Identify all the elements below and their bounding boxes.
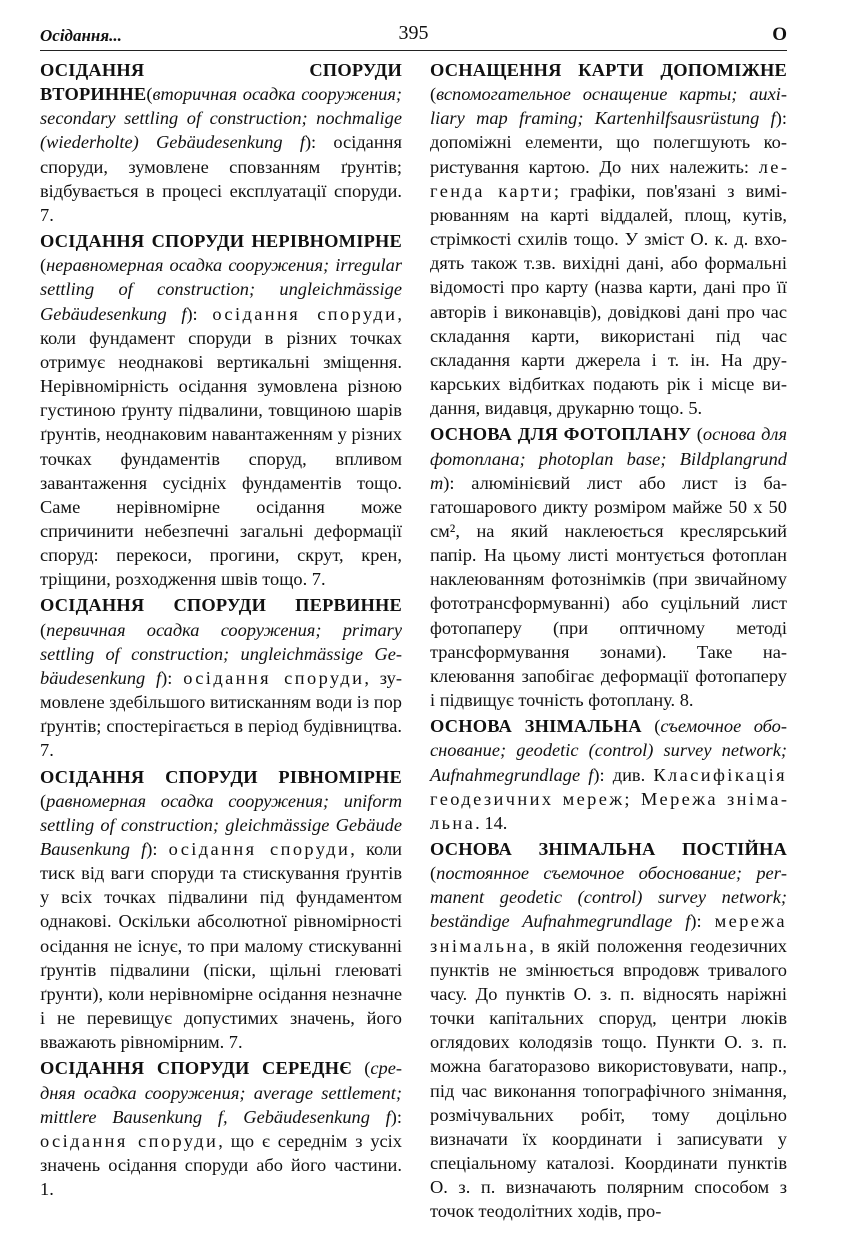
entry-definition: , що є середнім з усіх значень осідання споруди або його частини. 1. [40,1130,402,1200]
entry-translations: основа для фотоплана; photoplan base; Bildplangrund m [430,424,787,493]
entry-term: ОСІДАННЯ СПОРУДИ РІВНОМІРНЕ [40,766,402,787]
entry-definition: осідання споруди, зумовлене сповзанням ґрунтів; відбувається в процесі експлуатації споруди. 7. [40,132,402,225]
dictionary-entry [430,837,787,1224]
entry-punct: ( [40,619,47,640]
dictionary-entry [40,58,402,227]
entry-definition: алюмінієвий лист або лист із багатошарового дикту розміром майже 50 x 50 см², на який наклеюється креслярський папір. На цьому листі монтується фотоплан наклеюванням фотознімків (при звичайному фототрансформуванні) або суцільний лист фотопаперу (при оптичному методі трансформування зонами). Таке наклеювання запобігає деформації фотопаперу і підвищує точність фотоплану. 8. [430,472,787,711]
entry-translations: съемочное обоснование; geodetic (control) survey network; Aufnahmegrundlage f [430,716,787,785]
entry-translations: равномерная осадка сооружения; uniform settling of construction; gleichmässige Gebäude Bausenkung f [40,790,402,859]
entry-punct: ): [775,108,787,129]
cross-reference: осідання споруди [212,303,398,324]
entry-definition: ; графіки, пов'язані з вимірюванням на карті віддалей, площ, кутів, стрімкості схилів тощо. У зміст О. к. д. входять також т.зв. вихідні дані, або формальні відомості про карту (назва карти, дані про її авторів і виконавців), довідкові дані про час складання карти, використані під час складання карти джерела і т. ін. На друкарських відбитках подають рік і місце видання, видавця, друкарню тощо. 5. [430,180,787,419]
cross-reference: легенда карти [430,156,787,201]
entry-definition: . 14. [475,812,508,833]
entry-punct: ( [641,716,661,737]
dictionary-entry [430,714,787,835]
entry-translations: вторичная осадка сооружения; secondary settling of construction; nochmalige (wiederholte) Gebäudesenkung f [40,84,402,153]
entry-punct: ( [691,424,703,445]
entry-punct: ( [351,1058,371,1079]
entry-punct: ): [390,1106,402,1127]
dictionary-entry [40,765,402,1055]
right-column [430,58,787,1226]
entry-term: ОСНОВА ДЛЯ ФОТОПЛАНУ [430,424,692,445]
dictionary-entry [40,1056,402,1201]
entry-translations: неравномерная осадка сооружения; irregular settling of construction; ungleichmässige Gebäudesenkung f [40,255,402,324]
entry-term: ОСІДАННЯ СПОРУДИ СЕРЕДНЄ [40,1058,352,1079]
section-letter: О [772,24,787,45]
entry-punct: ): [593,764,613,785]
entry-punct: ( [430,863,437,884]
entry-definition: , зумовлене здебільшого витисканням води із пор ґрунтів; спостерігається в період будівництва. 7. [40,667,402,761]
cross-reference: осідання споруди [183,667,365,688]
entry-definition: , коли тиск від ваги споруди та стискування ґрунтів у всіх точках підвалини під фундаментом однакові. Оскільки абсолютної рівномірності осідання не існує, то при малому стискуванні ґрунтів підвалини (піски, щільні глеюваті ґрунти), коли нерівномірне осідання незначне і не перевищує допустимих значень, його вважають рівномірним. 7. [40,839,402,1053]
entry-punct: ): [161,667,184,688]
entry-punct: ): [690,911,715,932]
cross-reference: мережа знімальна [430,911,787,956]
entry-punct: ( [40,255,47,276]
entry-definition-lead: див. [612,764,654,785]
entry-term: ОСНОВА ЗНІМАЛЬНА [430,716,642,737]
entry-punct: ( [430,84,437,105]
cross-reference: Класифікація геодезичних мереж; Мережа знімальна [430,764,787,833]
entry-punct: ( [146,84,153,105]
entry-punct: ): [146,839,169,859]
entry-term: ОСНОВА ЗНІМАЛЬНА ПОСТІЙНА [430,839,787,859]
cross-reference: осідання споруди [168,839,351,859]
page-number: 395 [398,22,429,44]
entry-punct: ): [304,132,334,153]
entry-translations: первичная осадка сооружения; primary settling of construction; ungleichmässige Gebäudesenkung f [40,619,402,688]
running-head: Осідання... [40,26,122,45]
entry-definition: , в якій положення геодезичних пунктів не змінюється впродовж тривалого часу. До пунктів О. з. п. відносять наріжні точки капітальних споруд, центри люків оглядових колодязів тощо. Пункти О. з. п. можна багаторазово використовувати, напр., під час виконання топографічного знімання, розмічувальних робіт, тому доцільно визначати їх координати і записувати у спеціальному каталозі. Координати пунктів О. з. п. визначають полярним способом з точок теодолітних ходів, про- [430,935,787,1222]
entry-translations: вспомогательное оснащение карты; auxiliary map framing; Kartenhilfsausrüstung f [430,84,787,129]
dictionary-entry [40,229,402,591]
cross-reference: осідання споруди [40,1130,219,1151]
entry-punct: ): [186,303,213,324]
entry-term: ОСІДАННЯ СПОРУДИ ПЕРВИННЕ [40,595,402,616]
entry-translations: средняя осадка сооружения; average settlement; mittlere Bausenkung f, Gebäudesenkung f [40,1058,402,1127]
entry-translations: постоянное съемочное обоснование; permanent geodetic (control) survey network; beständige Aufnahmegrundlage f [430,863,787,932]
entry-term: ОСІДАННЯ СПОРУДИ ВТОРИННЕ [40,60,402,105]
dictionary-entry [430,422,787,712]
entry-term: ОСНАЩЕННЯ КАРТИ ДОПОМІЖНЕ [430,60,787,80]
left-column [40,58,402,1203]
entry-term: ОСІДАННЯ СПОРУДИ НЕРІВНОМІРНЕ [40,231,402,252]
entry-definition: , коли фундамент споруди в різних точках отримує неоднакові вертикальні зміщення. Нерівномірність осідання зумовлена різною густиною ґрунту підвалини, товщиною шарів ґрунтів, неоднаковим навантаженням у різних точках фундаментів споруд, впливом завантаження сусідніх фундаментів тощо. Саме нерівномірне осідання може спричинити небезпечні загальні деформації споруд: перекоси, прогини, скрут, крен, тріщини, розходження швів тощо. 7. [40,303,402,590]
entry-punct: ( [40,790,47,811]
entry-punct: ): [443,472,472,493]
dictionary-entry [430,58,787,420]
dictionary-entry [40,593,402,762]
page-header [40,20,787,51]
entry-definition-lead: допоміжні елементи, що полегшують користування картою. До них належить: [430,132,787,177]
